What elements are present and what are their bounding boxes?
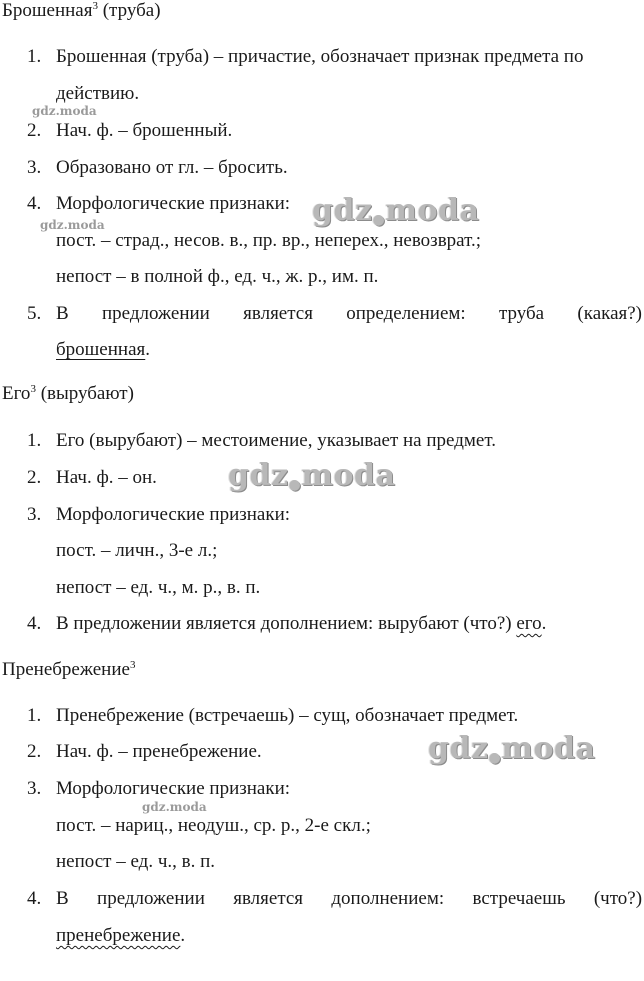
item-text: Пренебрежение (встречаешь) – сущ, обозначает предмет. xyxy=(56,705,519,726)
watermark-small: gdz.moda xyxy=(142,800,207,814)
underlined-word: его xyxy=(516,613,542,634)
item-number: 1. xyxy=(27,430,42,451)
heading-word: Пренебрежение xyxy=(2,659,130,680)
item-continuation: непост – ед. ч., м. р., в. п. xyxy=(56,577,261,598)
item-continuation: непост – ед. ч., в. п. xyxy=(56,851,216,872)
item-number: 5. xyxy=(27,303,42,324)
item-text: Морфологические признаки: xyxy=(56,504,291,525)
item-text: Нач. ф. – он. xyxy=(56,467,157,488)
underlined-word: брошенная xyxy=(56,339,146,360)
heading-word: Его xyxy=(2,383,31,404)
item-text: Морфологические признаки: xyxy=(56,778,291,799)
item-number: 3. xyxy=(27,157,42,178)
heading-superscript: 3 xyxy=(129,659,136,671)
item-continuation: пост. – страд., несов. в., пр. вр., неперех., невозврат.; xyxy=(56,230,482,251)
heading-superscript: 3 xyxy=(30,383,36,395)
item-number: 1. xyxy=(27,705,42,726)
item-text: Нач. ф. – пренебрежение. xyxy=(56,741,262,762)
item-number: 4. xyxy=(27,888,42,909)
item-text: Его (вырубают) – местоимение, указывает на предмет. xyxy=(56,430,496,451)
item-number: 3. xyxy=(27,778,42,799)
item-continuation: пост. – нариц., неодуш., ср. р., 2-е скл.; xyxy=(56,815,371,836)
item-text: Нач. ф. – брошенный. xyxy=(56,120,233,141)
item-continuation: брошенная. xyxy=(56,339,150,360)
item-number: 4. xyxy=(27,613,42,634)
item-continuation: пренебрежение. xyxy=(56,925,186,946)
item-number: 2. xyxy=(27,741,42,762)
watermark-large: gdz●moda xyxy=(428,731,596,766)
watermark-large: gdz●moda xyxy=(312,193,480,228)
watermark-large: gdz●moda xyxy=(228,458,396,493)
item-number: 2. xyxy=(27,120,42,141)
item-text: Брошенная (труба) – причастие, обозначает признак предмета по xyxy=(56,46,584,67)
item-text: В предложении является дополнением: вырубают (что?) его. xyxy=(56,613,547,634)
watermark-small: gdz.moda xyxy=(32,104,97,118)
item-text: Образовано от гл. – бросить. xyxy=(56,157,288,178)
watermark-small: gdz.moda xyxy=(40,218,105,232)
section-heading-3 xyxy=(2,659,135,681)
item-text: В предложении является определением: труба (какая?) xyxy=(56,303,643,324)
item-continuation: действию. xyxy=(56,83,140,104)
item-number: 2. xyxy=(27,467,42,488)
section-heading-1 xyxy=(2,0,161,22)
item-text: Морфологические признаки: xyxy=(56,193,291,214)
underlined-word: пренебрежение xyxy=(56,925,181,946)
item-number: 4. xyxy=(27,193,42,214)
heading-word: Брошенная xyxy=(2,0,93,21)
heading-superscript: 3 xyxy=(92,0,98,12)
item-continuation: пост. – личн., 3-е л.; xyxy=(56,540,218,561)
item-text: В предложении является дополнением: встречаешь (что?) xyxy=(56,888,643,909)
item-number: 3. xyxy=(27,504,42,525)
heading-rest: (вырубают) xyxy=(35,383,134,404)
section-heading-2 xyxy=(2,383,134,405)
heading-rest: (труба) xyxy=(97,0,161,21)
item-continuation: непост – в полной ф., ед. ч., ж. р., им. п. xyxy=(56,266,379,287)
item-number: 1. xyxy=(27,46,42,67)
